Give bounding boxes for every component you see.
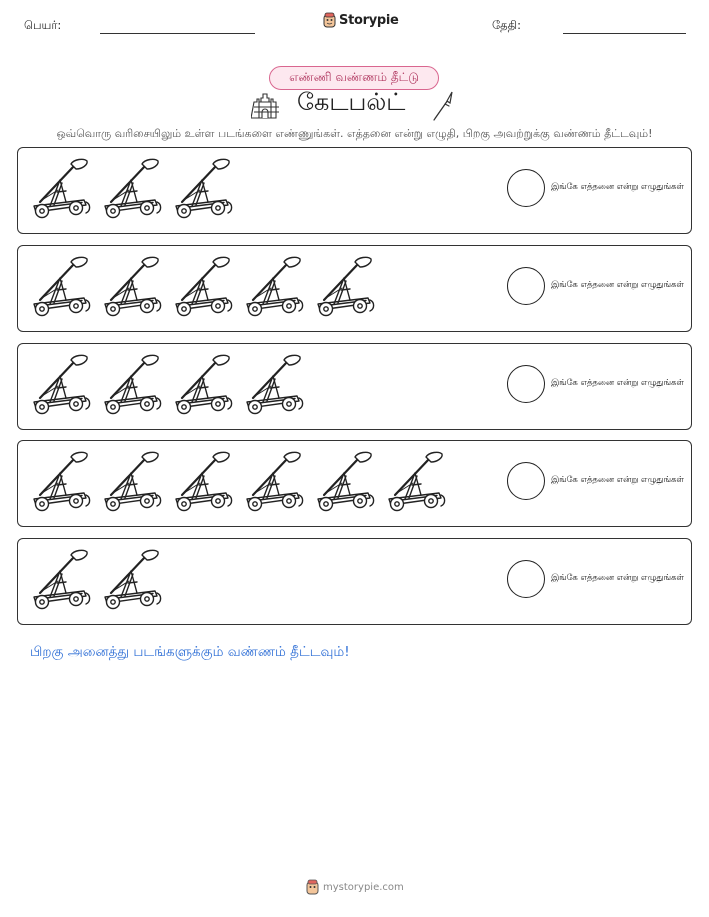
date-field[interactable]	[563, 33, 686, 34]
catapult-icon	[101, 547, 163, 613]
answer-label: இங்கே எத்தனை என்று எழுதுங்கள்	[551, 377, 684, 387]
catapult-icon	[101, 254, 163, 320]
catapult-icon	[101, 449, 163, 515]
answer-circle[interactable]	[507, 560, 545, 598]
storypie-logo-icon	[306, 879, 319, 895]
site-url[interactable]: mystorypie.com	[323, 881, 404, 893]
catapult-icon	[30, 449, 92, 515]
catapult-icon	[172, 254, 234, 320]
counting-row	[17, 538, 692, 625]
storypie-logo-icon	[323, 12, 336, 28]
catapult-icon	[30, 254, 92, 320]
counting-row	[17, 440, 692, 527]
name-label: பெயர்:	[24, 18, 62, 32]
name-field[interactable]	[100, 33, 255, 34]
answer-label: இங்கே எத்தனை என்று எழுதுங்கள்	[551, 572, 684, 582]
counting-row	[17, 343, 692, 430]
answer-label: இங்கே எத்தனை என்று எழுதுங்கள்	[551, 279, 684, 289]
catapult-icon	[314, 449, 376, 515]
title-row	[0, 88, 709, 124]
catapult-icon	[314, 254, 376, 320]
answer-label: இங்கே எத்தனை என்று எழுதுங்கள்	[551, 474, 684, 484]
catapult-icon	[101, 352, 163, 418]
catapult-icon	[172, 449, 234, 515]
counting-row	[17, 147, 692, 234]
site-footer	[306, 879, 404, 895]
page-title: கேடபல்ட்	[297, 88, 406, 116]
answer-label: இங்கே எத்தனை என்று எழுதுங்கள்	[551, 181, 684, 191]
footer-note: பிறகு அனைத்து படங்களுக்கும் வண்ணம் தீட்டவும்!	[30, 644, 350, 660]
spear-icon	[430, 90, 456, 122]
brand	[323, 12, 399, 28]
catapult-icon	[101, 156, 163, 222]
counting-row	[17, 245, 692, 332]
castle-icon	[251, 92, 279, 120]
catapult-icon	[243, 254, 305, 320]
catapult-icon	[243, 352, 305, 418]
catapult-icon	[243, 449, 305, 515]
catapult-icon	[385, 449, 447, 515]
answer-circle[interactable]	[507, 462, 545, 500]
answer-circle[interactable]	[507, 365, 545, 403]
answer-circle[interactable]	[507, 267, 545, 305]
answer-circle[interactable]	[507, 169, 545, 207]
catapult-icon	[30, 547, 92, 613]
catapult-icon	[172, 352, 234, 418]
brand-name: Storypie	[339, 12, 399, 28]
date-label: தேதி:	[492, 18, 521, 32]
activity-badge: எண்ணி வண்ணம் தீட்டு	[269, 66, 439, 90]
catapult-icon	[30, 352, 92, 418]
catapult-icon	[172, 156, 234, 222]
catapult-icon	[30, 156, 92, 222]
instructions: ஒவ்வொரு வரிசையிலும் உள்ள படங்களை எண்ணுங்கள். எத்தனை என்று எழுதி, பிறகு அவற்றுக்கு வண்ணம் தீட்டவும்!	[56, 127, 653, 140]
